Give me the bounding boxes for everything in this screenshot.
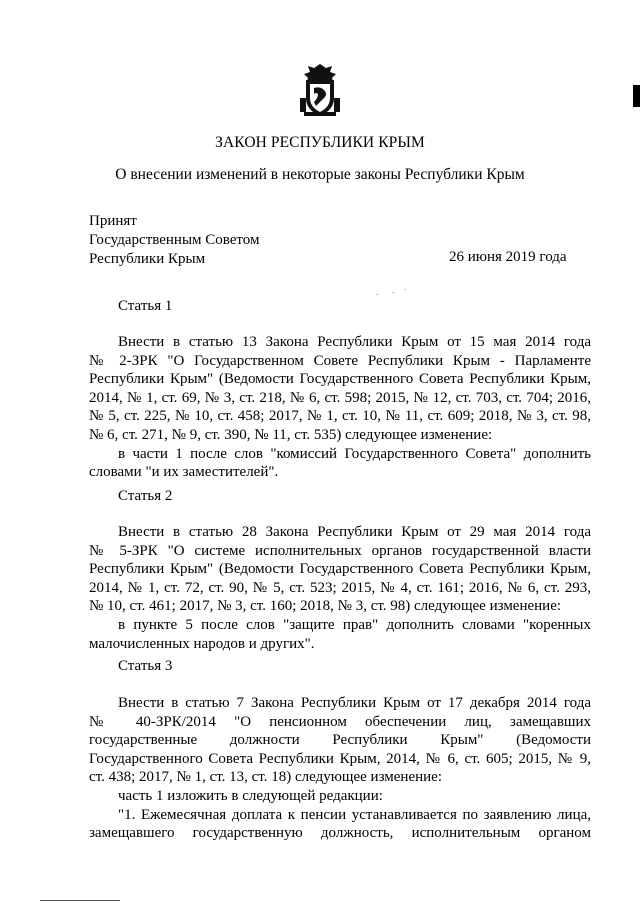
article-line: Государственного Совета Республики Крым, 2014, № 6, ст. 605; 2015, № 9, xyxy=(89,750,591,767)
article-3-text xyxy=(89,694,591,843)
article-line: № 2-ЗРК "О Государственном Совете Республики Крым - Парламенте xyxy=(89,352,591,369)
law-subtitle: О внесении изменений в некоторые законы Республики Крым xyxy=(115,166,525,183)
article-line: Внести в статью 28 Закона Республики Крым от 29 мая 2014 года xyxy=(118,524,591,540)
article-line: государственные должности Республики Крым" (Ведомости xyxy=(89,732,591,749)
article-line: в пункте 5 после слов "защите прав" дополнить словами "коренных xyxy=(118,616,591,633)
article-line: замещавшего государственную должность, исполнительным органом xyxy=(89,825,591,842)
adoption-line: Принят xyxy=(89,213,137,229)
scan-edge-mark xyxy=(633,85,640,107)
article-line: № 5, ст. 225, № 10, ст. 458; 2017, № 1, ст. 10, № 11, ст. 609; 2018, № 3, ст. 98, xyxy=(89,408,591,425)
article-line: Внести в статью 7 Закона Республики Крым от 17 декабря 2014 года xyxy=(118,695,591,711)
footer-rule xyxy=(40,900,120,901)
article-line: Республики Крым" (Ведомости Государственного Совета Республики Крым, xyxy=(89,561,591,578)
adoption-line: Государственным Советом xyxy=(89,232,260,248)
adoption-line: Республики Крым xyxy=(89,251,206,267)
law-title: ЗАКОН РЕСПУБЛИКИ КРЫМ xyxy=(215,134,425,151)
article-3-heading: Статья 3 xyxy=(118,658,173,674)
scan-speck xyxy=(392,292,394,293)
article-line: "1. Ежемесячная доплата к пенсии устанавливается по заявлению лица, xyxy=(118,806,591,823)
article-1-heading: Статья 1 xyxy=(118,298,173,314)
article-line: № 40-ЗРК/2014 "О пенсионном обеспечении лиц, замещавших xyxy=(89,713,591,730)
article-line: № 10, ст. 461; 2017, № 3, ст. 160; 2018, № 3, ст. 98) следующее изменение: xyxy=(89,598,562,615)
article-line: ст. 438; 2017, № 1, ст. 13, ст. 18) следующее изменение: xyxy=(89,769,442,786)
article-line: 2014, № 1, ст. 72, ст. 90, № 5, ст. 523; 2015, № 4, ст. 161; 2016, № 6, ст. 293, xyxy=(89,579,591,596)
article-line: № 6, ст. 271, № 9, ст. 390, № 11, ст. 535) следующее изменение: xyxy=(89,426,493,443)
article-line: малочисленных народов и других". xyxy=(89,635,315,652)
article-line: в части 1 после слов "комиссий Государственного Совета" дополнить xyxy=(118,445,591,462)
article-line: № 5-ЗРК "О системе исполнительных органов государственной власти xyxy=(89,542,591,559)
scan-speck xyxy=(404,289,406,290)
article-line: 2014, № 1, ст. 69, № 3, ст. 218, № 6, ст. 598; 2015, № 12, ст. 703, ст. 704; 2016, xyxy=(89,389,591,406)
adoption-block xyxy=(89,212,260,269)
article-2-heading: Статья 2 xyxy=(118,488,173,504)
article-2-text xyxy=(89,523,591,653)
article-1-text xyxy=(89,333,591,482)
scan-speck xyxy=(376,294,378,295)
article-line: Внести в статью 13 Закона Республики Крым от 15 мая 2014 года xyxy=(118,334,591,350)
article-line: словами "и их заместителей". xyxy=(89,464,279,481)
adoption-date: 26 июня 2019 года xyxy=(449,249,567,265)
crimea-coat-of-arms-icon xyxy=(296,62,344,118)
article-line: часть 1 изложить в следующей редакции: xyxy=(118,787,383,804)
article-line: Республики Крым" (Ведомости Государственного Совета Республики Крым, xyxy=(89,371,591,388)
